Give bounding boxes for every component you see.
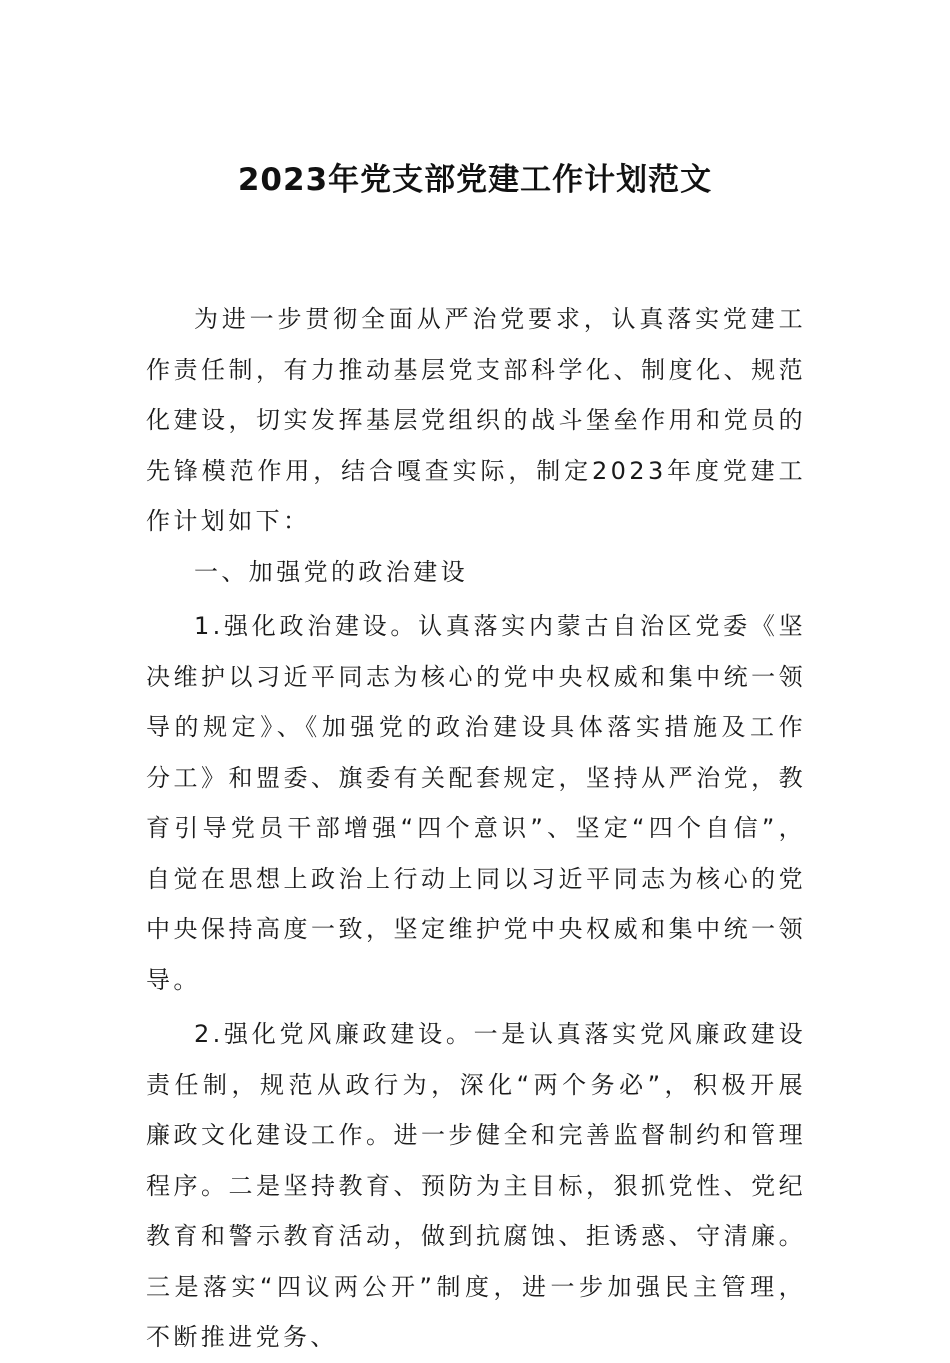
document-title: 2023年党支部党建工作计划范文 bbox=[237, 162, 713, 198]
item-paragraph-2: 2.强化党风廉政建设。一是认真落实党风廉政建设责任制，规范从政行为，深化“两个务必”，积极开展廉政文化建设工作。进一步健全和完善监督制约和管理程序。二是坚持教育、预防为主目标，狠抓党性、党纪教育和警示教育活动，做到抗腐蚀、拒诱惑、守清廉。三是落实“四议两公开”制度，进一步加强民主管理，不断推进党务、 bbox=[146, 1020, 806, 1351]
document-body bbox=[146, 294, 806, 1363]
item-paragraph-1: 1.强化政治建设。认真落实内蒙古自治区党委《坚决维护以习近平同志为核心的党中央权威和集中统一领导的规定》、《加强党的政治建设具体落实措施及工作分工》和盟委、旗委有关配套规定，坚持从严治党，教育引导党员干部增强“四个意识”、坚定“四个自信”，自觉在思想上政治上行动上同以习近平同志为核心的党中央保持高度一致，坚定维护党中央权威和集中统一领导。 bbox=[146, 612, 806, 994]
section-heading-political-building: 一、加强党的政治建设 bbox=[194, 557, 468, 586]
intro-paragraph: 为进一步贯彻全面从严治党要求，认真落实党建工作责任制，有力推动基层党支部科学化、制度化、规范化建设，切实发挥基层党组织的战斗堡垒作用和党员的先锋模范作用，结合嘎查实际，制定2023年度党建工作计划如下： bbox=[146, 305, 806, 535]
